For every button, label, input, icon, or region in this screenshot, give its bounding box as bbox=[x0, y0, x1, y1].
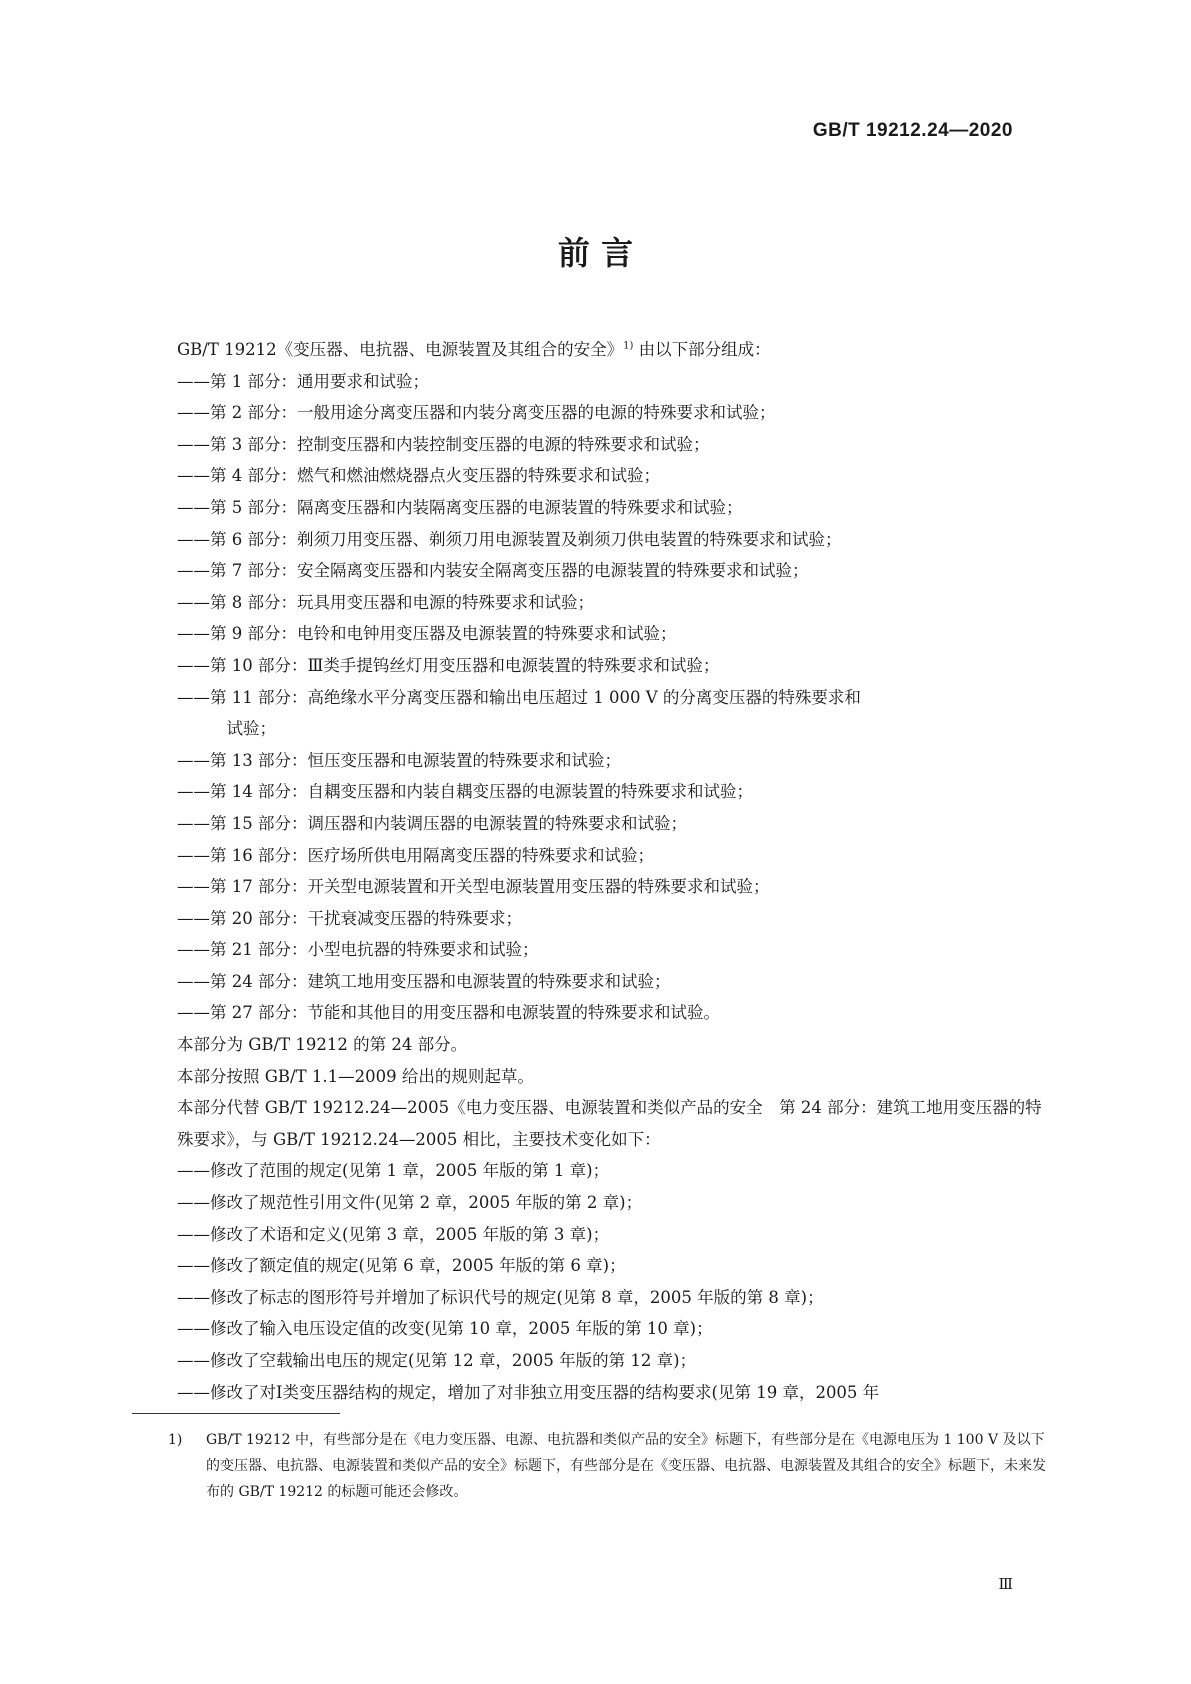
dash-marker: —— bbox=[177, 750, 210, 770]
part-item bbox=[177, 524, 1050, 556]
dash-marker: —— bbox=[177, 877, 210, 897]
change-item-text: 修改了范围的规定(见第 1 章，2005 年版的第 1 章)； bbox=[210, 1161, 610, 1181]
dash-marker: —— bbox=[177, 1256, 210, 1276]
change-item bbox=[177, 1345, 1050, 1377]
dash-marker: —— bbox=[177, 434, 210, 454]
part-item-text: 第 3 部分：控制变压器和内装控制变压器的电源的特殊要求和试验； bbox=[210, 434, 710, 454]
change-item-text: 修改了规范性引用文件(见第 2 章，2005 年版的第 2 章)； bbox=[210, 1193, 643, 1213]
change-item-text: 修改了对Ⅰ类变压器结构的规定，增加了对非独立用变压器的结构要求(见第 19 章，2005 年 bbox=[210, 1382, 880, 1402]
dash-marker: —— bbox=[177, 908, 210, 928]
dash-marker: —— bbox=[177, 1382, 210, 1402]
intro-paragraph bbox=[177, 334, 1050, 366]
part-11-continuation: 试验； bbox=[226, 719, 276, 739]
part-item-text: 第 15 部分：调压器和内装调压器的电源装置的特殊要求和试验； bbox=[210, 813, 687, 833]
part-item bbox=[177, 871, 1050, 903]
dash-marker: —— bbox=[177, 624, 210, 644]
parts-list bbox=[177, 366, 1050, 714]
dash-marker: —— bbox=[177, 1287, 210, 1307]
dash-marker: —— bbox=[177, 371, 210, 391]
page-number: Ⅲ bbox=[998, 1575, 1013, 1593]
footnote bbox=[168, 1427, 1058, 1505]
change-item bbox=[177, 1377, 1050, 1409]
dash-marker: —— bbox=[177, 845, 210, 865]
dash-marker: —— bbox=[177, 687, 210, 707]
part-item bbox=[177, 429, 1050, 461]
dash-marker: —— bbox=[177, 655, 210, 675]
dash-marker: —— bbox=[177, 1003, 210, 1023]
change-item bbox=[177, 1282, 1050, 1314]
part-item bbox=[177, 650, 1050, 682]
change-item-text: 修改了额定值的规定(见第 6 章，2005 年版的第 6 章)； bbox=[210, 1256, 626, 1276]
intro-text: GB/T 19212《变压器、电抗器、电源装置及其组合的安全》 bbox=[177, 340, 624, 359]
part-item bbox=[177, 745, 1050, 777]
footnote-ref: 1) bbox=[623, 340, 634, 352]
dash-marker: —— bbox=[177, 1161, 210, 1181]
dash-marker: —— bbox=[177, 813, 210, 833]
dash-marker: —— bbox=[177, 971, 210, 991]
change-item bbox=[177, 1155, 1050, 1187]
dash-marker: —— bbox=[177, 561, 210, 581]
dash-marker: —— bbox=[177, 1319, 210, 1339]
page-title: 前 言 bbox=[557, 234, 634, 272]
changes-list bbox=[177, 1155, 1050, 1408]
part-item-text: 第 14 部分：自耦变压器和内装自耦变压器的电源装置的特殊要求和试验； bbox=[210, 782, 753, 802]
change-item bbox=[177, 1187, 1050, 1219]
part-statement: 本部分为 GB/T 19212 的第 24 部分。 bbox=[177, 1035, 468, 1055]
part-item bbox=[177, 966, 1050, 998]
part-item-text: 第 11 部分：高绝缘水平分离变压器和输出电压超过 1 000 V 的分离变压器的特殊要求和 bbox=[210, 687, 861, 707]
dash-marker: —— bbox=[177, 497, 210, 517]
part-item-text: 第 1 部分：通用要求和试验； bbox=[210, 371, 429, 391]
parts-list-continued bbox=[177, 745, 1050, 1029]
standard-code: GB/T 19212.24—2020 bbox=[812, 120, 1013, 141]
part-item bbox=[177, 460, 1050, 492]
part-item bbox=[177, 618, 1050, 650]
part-item-text: 第 7 部分：安全隔离变压器和内装安全隔离变压器的电源装置的特殊要求和试验； bbox=[210, 561, 809, 581]
footnote-mark: 1) bbox=[168, 1432, 183, 1448]
part-item-text: 第 9 部分：电铃和电钟用变压器及电源装置的特殊要求和试验； bbox=[210, 624, 677, 644]
part-item bbox=[177, 397, 1050, 429]
part-item bbox=[177, 587, 1050, 619]
dash-marker: —— bbox=[177, 529, 210, 549]
dash-marker: —— bbox=[177, 592, 210, 612]
change-item-text: 修改了空载输出电压的规定(见第 12 章，2005 年版的第 12 章)； bbox=[210, 1351, 697, 1370]
dash-marker: —— bbox=[177, 940, 210, 960]
change-item-text: 修改了输入电压设定值的改变(见第 10 章，2005 年版的第 10 章)； bbox=[210, 1319, 713, 1339]
change-item bbox=[177, 1313, 1050, 1345]
part-item-text: 第 13 部分：恒压变压器和电源装置的特殊要求和试验； bbox=[210, 750, 621, 770]
part-item bbox=[177, 934, 1050, 966]
dash-marker: —— bbox=[177, 403, 210, 423]
intro-end: 由以下部分组成： bbox=[633, 340, 771, 359]
body-text bbox=[177, 334, 1050, 1408]
part-item-text: 第 6 部分：剃须刀用变压器、剃须刀用电源装置及剃须刀供电装置的特殊要求和试验； bbox=[210, 529, 842, 549]
dash-marker: —— bbox=[177, 1351, 210, 1370]
rules-statement: 本部分按照 GB/T 1.1—2009 给出的规则起草。 bbox=[177, 1066, 534, 1086]
dash-marker: —— bbox=[177, 1224, 210, 1244]
change-item-text: 修改了标志的图形符号并增加了标识代号的规定(见第 8 章，2005 年版的第 8 章)； bbox=[210, 1287, 824, 1307]
dash-marker: —— bbox=[177, 782, 210, 802]
part-item-text: 第 5 部分：隔离变压器和内装隔离变压器的电源装置的特殊要求和试验； bbox=[210, 497, 743, 517]
part-item-text: 第 27 部分：节能和其他目的用变压器和电源装置的特殊要求和试验。 bbox=[210, 1003, 720, 1023]
footnote-divider bbox=[132, 1413, 340, 1414]
part-item-text: 第 20 部分：干扰衰减变压器的特殊要求； bbox=[210, 908, 522, 928]
part-item-text: 第 2 部分：一般用途分离变压器和内装分离变压器的电源的特殊要求和试验； bbox=[210, 403, 776, 423]
dash-marker: —— bbox=[177, 1193, 210, 1213]
part-item-text: 第 4 部分：燃气和燃油燃烧器点火变压器的特殊要求和试验； bbox=[210, 466, 660, 486]
change-item bbox=[177, 1219, 1050, 1251]
part-item-text: 第 24 部分：建筑工地用变压器和电源装置的特殊要求和试验； bbox=[210, 971, 671, 991]
part-item bbox=[177, 776, 1050, 808]
part-item bbox=[177, 492, 1050, 524]
change-item-text: 修改了术语和定义(见第 3 章，2005 年版的第 3 章)； bbox=[210, 1224, 610, 1244]
part-item bbox=[177, 840, 1050, 872]
footnote-text: GB/T 19212 中，有些部分是在《电力变压器、电源、电抗器和类似产品的安全》标题下，有些部分是在《电源电压为 1 100 V 及以下的变压器、电抗器、电源装置和类似产品的安全》标题下，有些部分是在《变压器、电抗器、电源装置及其组合的安全》标题下，未来发布的 GB/T 19212 的标题可能还会修改。 bbox=[206, 1432, 1046, 1500]
part-item-text: 第 10 部分：Ⅲ类手提钨丝灯用变压器和电源装置的特殊要求和试验； bbox=[210, 655, 720, 675]
dash-marker: —— bbox=[177, 466, 210, 486]
part-item bbox=[177, 555, 1050, 587]
replace-statement: 本部分代替 GB/T 19212.24—2005《电力变压器、电源装置和类似产品的安全 第 24 部分：建筑工地用变压器的特殊要求》，与 GB/T 19212.24—2005 相比，主要技术变化如下： bbox=[177, 1098, 1042, 1149]
change-item bbox=[177, 1250, 1050, 1282]
part-item bbox=[177, 366, 1050, 398]
part-item bbox=[177, 903, 1050, 935]
part-item-text: 第 8 部分：玩具用变压器和电源的特殊要求和试验； bbox=[210, 592, 594, 612]
part-item bbox=[177, 808, 1050, 840]
part-item-text: 第 21 部分：小型电抗器的特殊要求和试验； bbox=[210, 940, 539, 960]
part-item-text: 第 16 部分：医疗场所供电用隔离变压器的特殊要求和试验； bbox=[210, 845, 654, 865]
part-item bbox=[177, 997, 1050, 1029]
part-item bbox=[177, 682, 1050, 714]
part-item-text: 第 17 部分：开关型电源装置和开关型电源装置用变压器的特殊要求和试验； bbox=[210, 877, 770, 897]
